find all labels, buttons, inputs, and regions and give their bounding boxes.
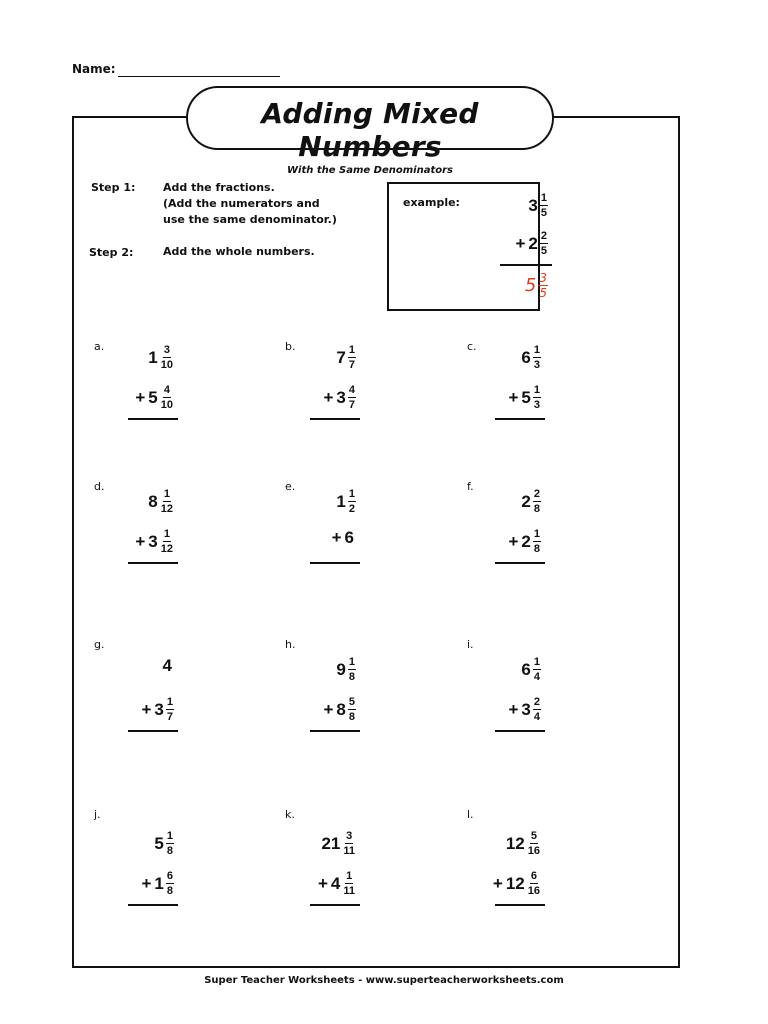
denominator: 4 [533, 711, 540, 723]
step-1-text [163, 180, 337, 228]
denominator: 10 [160, 359, 173, 371]
fraction [348, 344, 356, 371]
problem [114, 488, 174, 568]
example-problem [488, 192, 548, 302]
denominator: 3 [533, 399, 540, 411]
plus-sign: + [492, 873, 503, 893]
fraction [538, 272, 548, 299]
denominator: 3 [533, 359, 540, 371]
example-bottom-addend [515, 230, 548, 257]
numerator: 6 [166, 870, 173, 882]
denominator: 12 [160, 503, 173, 515]
problem [296, 656, 356, 736]
plus-sign: + [508, 531, 519, 551]
plus-sign: + [331, 528, 342, 547]
top-addend [336, 656, 356, 683]
problem-letter: l. [467, 808, 474, 821]
fraction [348, 488, 356, 515]
answer-line [310, 904, 360, 906]
numerator: 6 [530, 870, 537, 882]
bottom-addend [493, 870, 541, 897]
bottom-addend [508, 696, 541, 723]
whole-number: 4 [162, 656, 172, 675]
numerator: 1 [166, 696, 173, 708]
bottom-addend [508, 384, 541, 411]
bottom-addend [141, 696, 174, 723]
answer-line [495, 904, 545, 906]
answer-line [128, 562, 178, 564]
problem-letter: e. [285, 480, 296, 493]
denominator: 7 [166, 711, 173, 723]
whole-number: 2 [521, 531, 531, 551]
top-addend [163, 656, 174, 676]
numerator: 2 [533, 488, 540, 500]
problem-letter: h. [285, 638, 296, 651]
whole-number: 21 [321, 833, 341, 853]
numerator: 3 [346, 830, 353, 842]
step-1-line: use the same denominator.) [163, 213, 337, 226]
whole-number: 7 [336, 347, 346, 367]
step-2-line: Add the whole numbers. [163, 245, 315, 258]
problem-letter: j. [94, 808, 101, 821]
plus-sign: + [323, 387, 334, 407]
page-title: Adding Mixed Numbers [261, 97, 479, 163]
whole-number: 1 [148, 347, 158, 367]
top-addend [148, 488, 174, 515]
answer-line [500, 264, 552, 266]
plus-sign: + [135, 531, 146, 551]
step-1-line: Add the fractions. [163, 181, 275, 194]
fraction [160, 384, 174, 411]
answer-line [495, 730, 545, 732]
plus-sign: + [508, 387, 519, 407]
numerator: 1 [533, 384, 540, 396]
whole-number: 8 [336, 699, 346, 719]
top-addend [521, 344, 541, 371]
answer-line [495, 562, 545, 564]
whole-number: 5 [154, 833, 164, 853]
problem [481, 656, 541, 736]
name-field-line[interactable] [118, 76, 280, 77]
whole-number: 1 [336, 491, 346, 511]
footer-credit: Super Teacher Worksheets - www.superteacherworksheets.com [204, 975, 564, 986]
problem [481, 488, 541, 568]
whole-number: 5 [521, 387, 531, 407]
numerator: 2 [533, 696, 540, 708]
answer-line [310, 562, 360, 564]
plus-sign: + [141, 699, 152, 719]
numerator: 5 [530, 830, 537, 842]
fraction [166, 696, 174, 723]
fraction [527, 830, 541, 857]
denominator: 8 [166, 885, 173, 897]
problem [481, 344, 541, 424]
denominator: 4 [533, 671, 540, 683]
denominator: 11 [343, 885, 355, 897]
fraction [533, 488, 541, 515]
whole-number: 1 [154, 873, 164, 893]
top-addend [506, 830, 541, 857]
example-label: example: [403, 196, 460, 209]
whole-number: 6 [521, 347, 531, 367]
numerator: 1 [346, 870, 353, 882]
denominator: 11 [343, 845, 355, 857]
bottom-addend [323, 696, 356, 723]
top-addend [321, 830, 356, 857]
denominator: 8 [533, 503, 540, 515]
whole-number: 3 [154, 699, 164, 719]
whole-number: 8 [148, 491, 158, 511]
top-addend [154, 830, 174, 857]
step-1-line: (Add the numerators and [163, 197, 320, 210]
step-1-label: Step 1: [91, 181, 136, 194]
whole-number: 5 [524, 275, 537, 296]
problem-letter: d. [94, 480, 105, 493]
bottom-addend [135, 528, 174, 555]
numerator: 1 [163, 488, 170, 500]
fraction [166, 870, 174, 897]
answer-line [128, 904, 178, 906]
numerator: 1 [533, 656, 540, 668]
whole-number: 9 [336, 659, 346, 679]
numerator: 1 [166, 830, 173, 842]
page-subtitle: With the Same Denominators [287, 165, 453, 176]
problem-letter: c. [467, 340, 477, 353]
problem [296, 488, 356, 568]
step-2-label: Step 2: [89, 246, 134, 259]
denominator: 8 [166, 845, 173, 857]
bottom-addend [135, 384, 174, 411]
example-top-addend [528, 192, 548, 219]
whole-number: 5 [148, 387, 158, 407]
name-label: Name: [72, 62, 116, 76]
top-addend [148, 344, 174, 371]
plus-sign: + [508, 699, 519, 719]
whole-number: 6 [521, 659, 531, 679]
numerator: 3 [163, 344, 170, 356]
top-addend [521, 656, 541, 683]
top-addend [521, 488, 541, 515]
problem-letter: i. [467, 638, 474, 651]
fraction [533, 344, 541, 371]
denominator: 16 [527, 845, 540, 857]
bottom-addend [508, 528, 541, 555]
denominator: 7 [348, 399, 355, 411]
title-banner [186, 86, 554, 176]
plus-sign: + [323, 699, 334, 719]
top-addend [336, 488, 356, 515]
denominator: 8 [348, 671, 355, 683]
whole-number: 4 [330, 873, 341, 893]
numerator: 1 [348, 344, 355, 356]
step-2-text [163, 244, 315, 260]
numerator: 1 [348, 656, 355, 668]
denominator: 2 [348, 503, 355, 515]
problem [114, 656, 174, 736]
example-answer [525, 272, 548, 299]
whole-number: 3 [336, 387, 346, 407]
numerator: 1 [533, 344, 540, 356]
fraction [533, 656, 541, 683]
fraction [342, 830, 356, 857]
fraction [348, 384, 356, 411]
fraction [527, 870, 541, 897]
denominator: 7 [348, 359, 355, 371]
bottom-addend [141, 870, 174, 897]
whole-number: 3 [521, 699, 531, 719]
numerator: 5 [348, 696, 355, 708]
problem [296, 830, 356, 910]
whole-number: 2 [521, 491, 531, 511]
fraction [160, 488, 174, 515]
whole-number: 2 [528, 233, 538, 253]
problem-letter: k. [285, 808, 295, 821]
bottom-addend [332, 528, 356, 548]
numerator: 3 [539, 271, 547, 285]
problem [296, 344, 356, 424]
fraction [160, 344, 174, 371]
answer-line [310, 730, 360, 732]
numerator: 1 [533, 528, 540, 540]
whole-number: 3 [148, 531, 158, 551]
whole-number: 6 [344, 528, 354, 547]
problem-letter: f. [467, 480, 474, 493]
answer-line [495, 418, 545, 420]
fraction [533, 384, 541, 411]
denominator: 8 [348, 711, 355, 723]
denominator: 5 [540, 207, 547, 219]
answer-line [128, 418, 178, 420]
plus-sign: + [317, 873, 328, 893]
numerator: 1 [348, 488, 355, 500]
plus-sign: + [515, 233, 526, 253]
plus-sign: + [141, 873, 152, 893]
denominator: 16 [527, 885, 540, 897]
problem-letter: b. [285, 340, 296, 353]
fraction [540, 230, 548, 257]
plus-sign: + [135, 387, 146, 407]
answer-line [128, 730, 178, 732]
fraction [342, 870, 356, 897]
denominator: 12 [160, 543, 173, 555]
fraction [348, 656, 356, 683]
problem [114, 830, 174, 910]
problem [114, 344, 174, 424]
denominator: 8 [533, 543, 540, 555]
problem-letter: g. [94, 638, 105, 651]
numerator: 4 [163, 384, 170, 396]
top-addend [336, 344, 356, 371]
answer-line [310, 418, 360, 420]
whole-number: 12 [505, 873, 525, 893]
denominator: 10 [160, 399, 173, 411]
numerator: 2 [540, 230, 547, 242]
bottom-addend [318, 870, 356, 897]
numerator: 1 [163, 528, 170, 540]
bottom-addend [323, 384, 356, 411]
whole-number: 3 [528, 195, 538, 215]
fraction [348, 696, 356, 723]
denominator: 5 [539, 286, 547, 300]
problem [481, 830, 541, 910]
fraction [533, 696, 541, 723]
denominator: 5 [540, 245, 547, 257]
whole-number: 12 [505, 833, 525, 853]
fraction [166, 830, 174, 857]
fraction [540, 192, 548, 219]
fraction [160, 528, 174, 555]
fraction [533, 528, 541, 555]
numerator: 4 [348, 384, 355, 396]
numerator: 1 [540, 192, 547, 204]
problem-letter: a. [94, 340, 105, 353]
